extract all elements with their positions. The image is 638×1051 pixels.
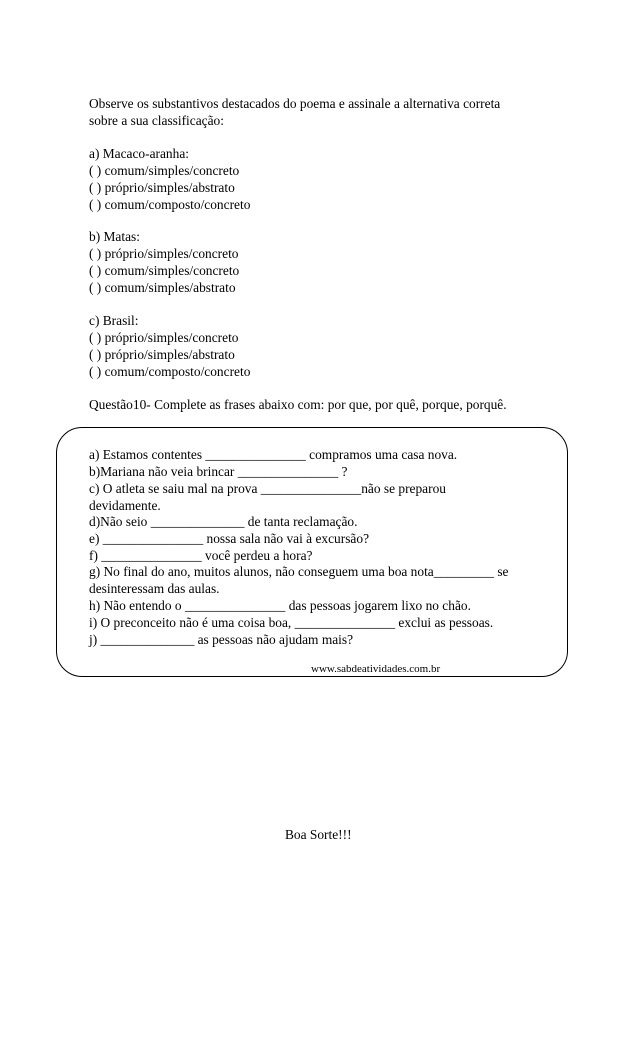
exercise-line-e: e) _______________ nossa sala não vai à excursão? — [89, 531, 370, 546]
question-b-option-3: ( ) comum/simples/abstrato — [89, 280, 236, 295]
question-c-title: c) Brasil: — [89, 313, 139, 328]
exercise-line-j: j) ______________ as pessoas não ajudam mais? — [89, 632, 354, 647]
good-luck-message: Boa Sorte!!! — [285, 827, 352, 842]
exercise-line-i: i) O preconceito não é uma coisa boa, _______________ exclui as pessoas. — [89, 615, 494, 630]
question-b-title: b) Matas: — [89, 229, 140, 244]
question-b-option-2: ( ) comum/simples/concreto — [89, 263, 240, 278]
exercise-line-c-continued: devidamente. — [89, 498, 161, 513]
exercise-line-g: g) No final do ano, muitos alunos, não conseguem uma boa nota_________ se — [89, 564, 509, 579]
question-a-option-3: ( ) comum/composto/concreto — [89, 197, 251, 212]
website-credit: www.sabdeatividades.com.br — [311, 663, 441, 675]
intro-line-1: Observe os substantivos destacados do poema e assinale a alternativa correta — [89, 96, 501, 111]
exercise-line-d: d)Não seio ______________ de tanta reclamação. — [89, 514, 358, 529]
exercise-line-c: c) O atleta se saiu mal na prova _______________não se preparou — [89, 481, 446, 496]
exercise-line-b: b)Mariana não veia brincar _______________ ? — [89, 464, 348, 479]
question-c-option-1: ( ) próprio/simples/concreto — [89, 330, 239, 345]
question-10-title: Questão10- Complete as frases abaixo com: por que, por quê, porque, porquê. — [89, 397, 507, 412]
exercise-line-g-continued: desinteressam das aulas. — [89, 581, 220, 596]
question-a-title: a) Macaco-aranha: — [89, 146, 189, 161]
exercise-line-h: h) Não entendo o _______________ das pessoas jogarem lixo no chão. — [89, 598, 471, 613]
exercise-line-f: f) _______________ você perdeu a hora? — [89, 548, 313, 563]
intro-line-2: sobre a sua classificação: — [89, 113, 224, 128]
question-c-option-3: ( ) comum/composto/concreto — [89, 364, 251, 379]
question-c-option-2: ( ) próprio/simples/abstrato — [89, 347, 235, 362]
exercise-line-a: a) Estamos contentes _______________ compramos uma casa nova. — [89, 447, 458, 462]
question-b-option-1: ( ) próprio/simples/concreto — [89, 246, 239, 261]
question-a-option-2: ( ) próprio/simples/abstrato — [89, 180, 235, 195]
question-a-option-1: ( ) comum/simples/concreto — [89, 163, 240, 178]
